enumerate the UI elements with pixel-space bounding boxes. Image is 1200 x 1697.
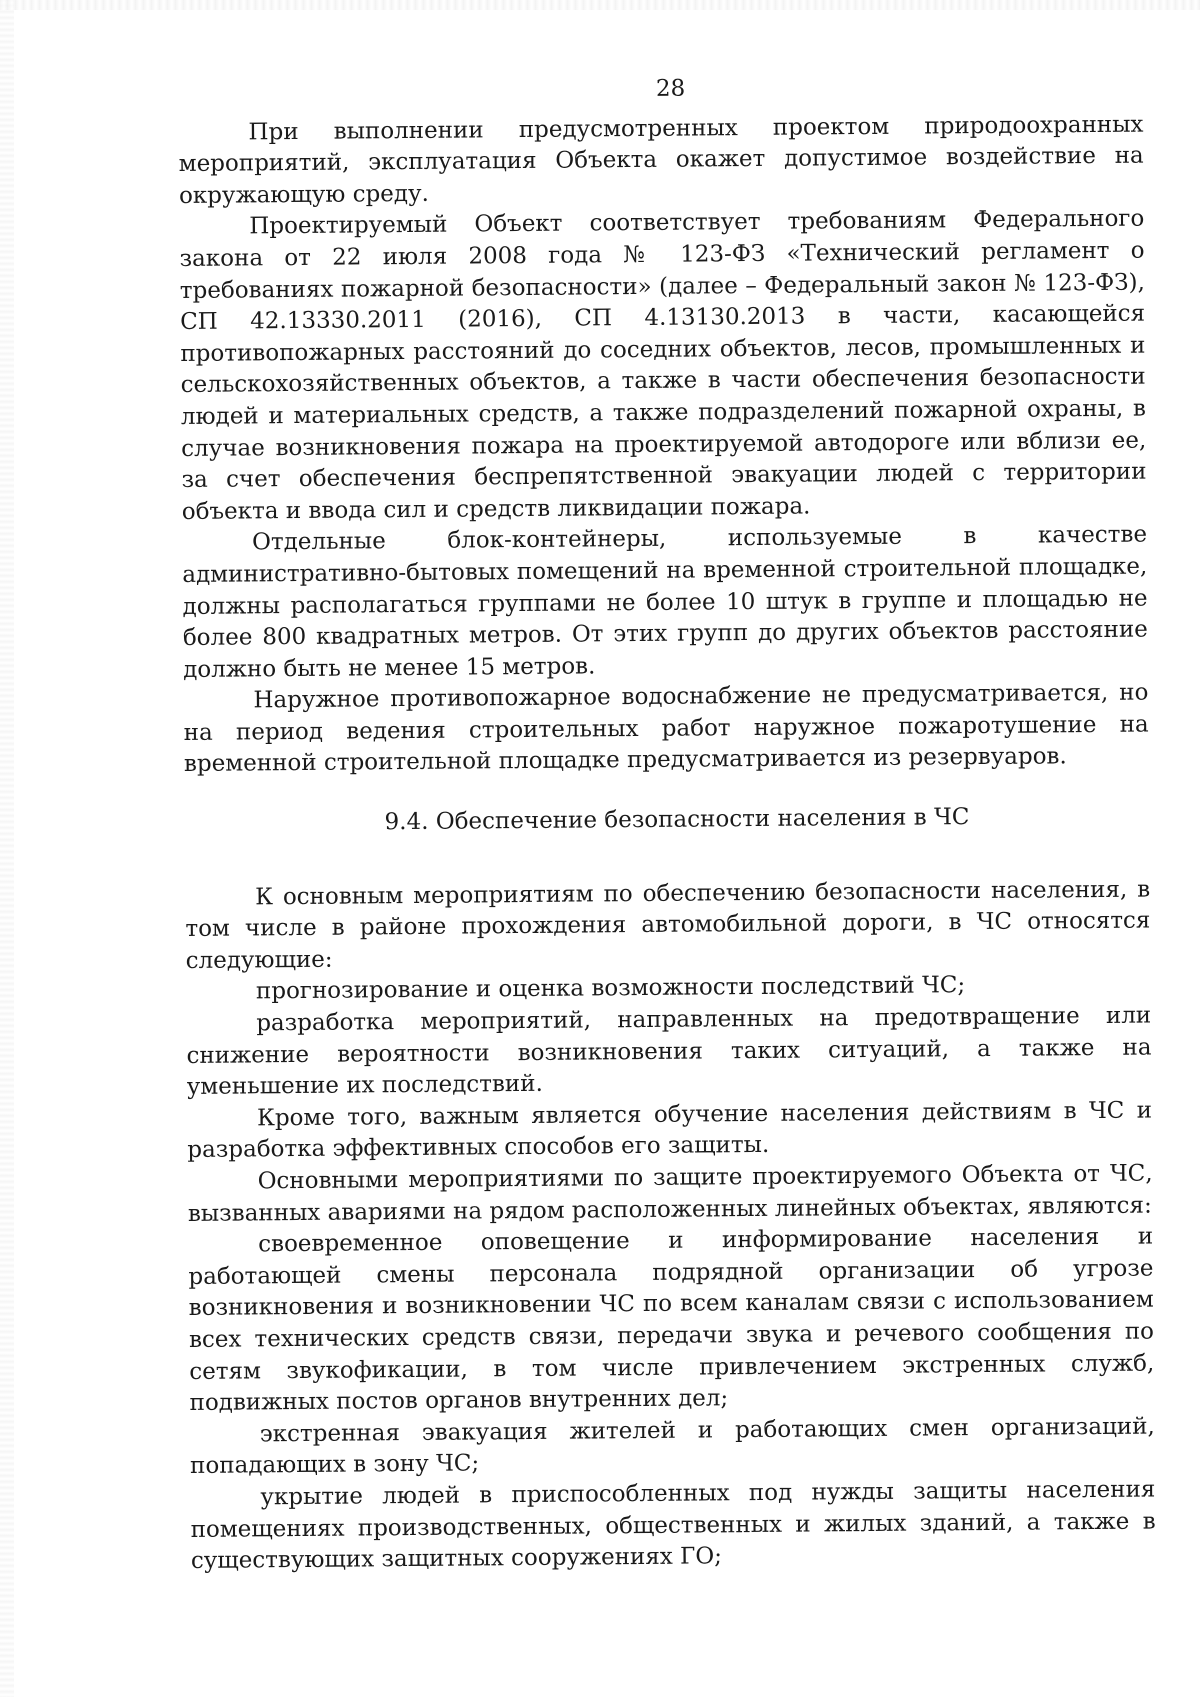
scan-edge-left [0,0,14,1697]
list-item: своевременное оповещение и информирование населения и работающей смены персонала подрядной организации об угрозе возникновения и возникновении ЧС по всем каналам связи с использованием всех технических средств связи, передачи звука и речевого сообщения по сетям звукофикации, в том числе привлечением экстренных служб, подвижных постов органов внутренних дел; [188,1223,1155,1417]
section-heading: 9.4. Обеспечение безопасности населения в ЧС [384,804,970,836]
list-item: укрытие людей в приспособленных под нужды защиты населения помещениях производственных, общественных и жилых зданий, а также в существующих защитных сооружениях ГО; [190,1476,1156,1575]
paragraph: Наружное противопожарное водоснабжение не предусматривается, но на период ведения строительных работ наружное пожаротушение на временной строительной площадке предусматривается из резервуаров. [183,679,1149,778]
paragraph: Кроме того, важным является обучение населения действиям в ЧС и разработка эффективных способов его защиты. [187,1097,1153,1164]
paragraph: Проектируемый Объект соответствует требованиям Федерального закона от 22 июля 2008 года № 123-ФЗ «Технический регламент о требованиях пожарной безопасности» (далее – Федеральный закон № 123-ФЗ), СП 42.13330.2011 (2016), СП 4.13130.2013 в части, касающейся противопожарных расстояний до соседних объектов, лесов, промышленных и сельскохозяйственных объектов, а также в части обеспечения безопасности людей и материальных средств, а также подразделений пожарной охраны, в случае возникновения пожара на проектируемой автодороге или вблизи ее, за счет обеспечения беспрепятственной эвакуации людей с территории объекта и ввода сил и средств ликвидации пожара. [179,205,1147,525]
paragraph: Отдельные блок-контейнеры, используемые в качестве административно-бытовых помещений на временной строительной площадке, должны располагаться группами не более 10 штук в группе и площадью не более 800 квадратных метров. От этих групп до других объектов расстояние должно быть не менее 15 метров. [182,521,1148,683]
list-item: экстренная эвакуация жителей и работающих смен организаций, попадающих в зону ЧС; [190,1413,1155,1480]
list-item: прогнозирование и оценка возможности последствий ЧС; [255,972,966,1005]
document-page [178,70,1156,1578]
paragraph: При выполнении предусмотренных проектом природоохранных мероприятий, эксплуатация Объекта окажет допустимое воздействие на окружающую среду. [178,111,1144,209]
paragraph: К основным мероприятиям по обеспечению безопасности населения, в том числе в районе прохождения автомобильной дороги, в ЧС относятся следующие: [185,876,1151,974]
paragraph: Основными мероприятиями по защите проектируемого Объекта от ЧС, вызванных авариями на рядом расположенных линейных объектах, являются: [187,1160,1153,1227]
scan-edge-top [0,0,1200,10]
list-item: разработка мероприятий, направленных на предотвращение или снижение вероятности возникновения таких ситуаций, а также на уменьшение их последствий. [186,1002,1152,1101]
page-number: 28 [655,75,686,102]
